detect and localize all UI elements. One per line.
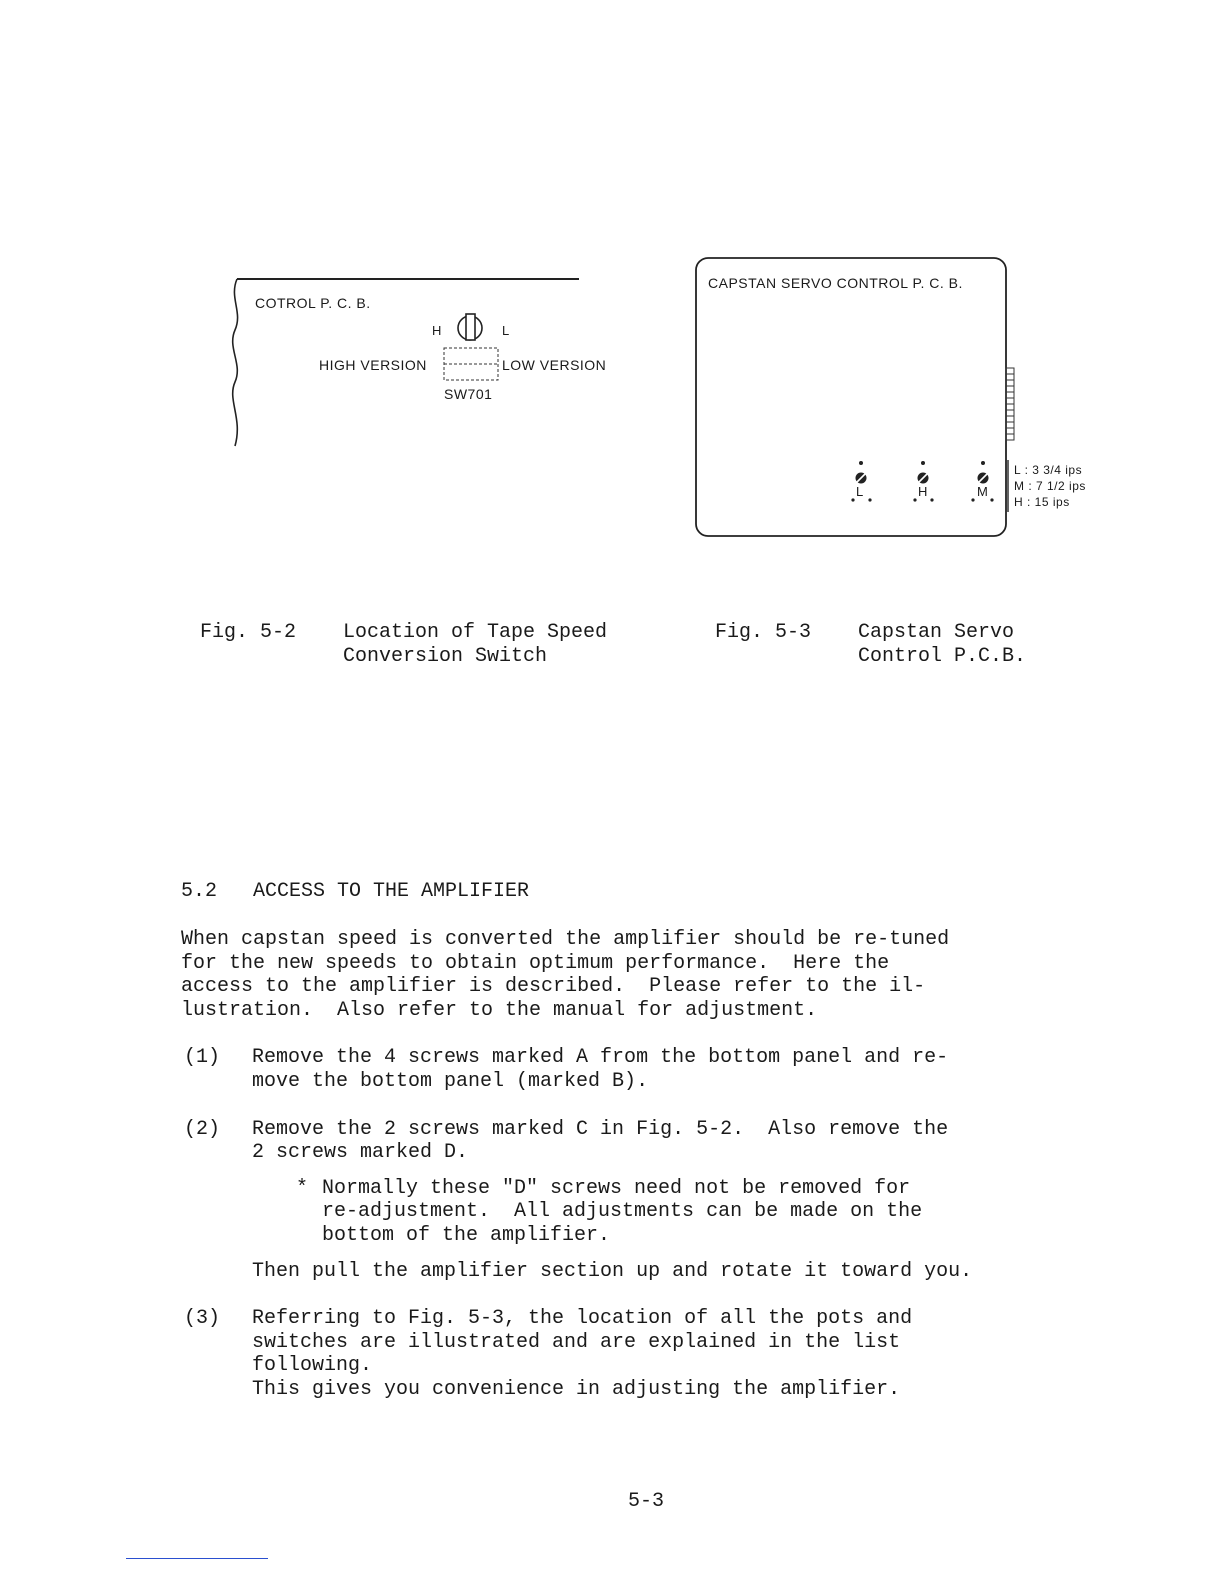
switch-l-mark: L (502, 323, 510, 338)
step-line: 2 screws marked D. (252, 1141, 469, 1164)
fig-5-2-caption-number: Fig. 5-2 (200, 621, 297, 644)
note-line: re-adjustment. All adjustments can be made on the (322, 1200, 923, 1223)
intro-line: When capstan speed is converted the amplifier should be re-tuned (181, 928, 950, 951)
sw701-label: SW701 (444, 386, 493, 402)
speed-legend-h: H : 15 ips (1014, 495, 1070, 509)
figure-5-2-diagram (225, 268, 645, 458)
step-line: switches are illustrated and are explained in the list (252, 1331, 901, 1354)
step-1-number: (1) (184, 1046, 221, 1069)
step-line: Remove the 2 screws marked C in Fig. 5-2. Also remove the (252, 1118, 949, 1141)
intro-line: access to the amplifier is described. Please refer to the il- (181, 975, 926, 998)
pot-l-label: L (856, 484, 864, 499)
capstan-pcb-label: CAPSTAN SERVO CONTROL P. C. B. (708, 275, 963, 291)
fig-5-2-caption-line2: Conversion Switch (343, 645, 548, 668)
note-line: Normally these "D" screws need not be removed for (322, 1177, 911, 1200)
then-line: Then pull the amplifier section up and rotate it toward you. (252, 1260, 973, 1283)
intro-line: for the new speeds to obtain optimum performance. Here the (181, 952, 890, 975)
step-line: Referring to Fig. 5-3, the location of all the pots and (252, 1307, 913, 1330)
high-version-label: HIGH VERSION (319, 357, 427, 373)
note-asterisk: * (296, 1177, 309, 1200)
fig-5-3-caption-number: Fig. 5-3 (715, 621, 812, 644)
section-heading: 5.2 ACCESS TO THE AMPLIFIER (181, 880, 530, 903)
switch-h-mark: H (432, 323, 442, 338)
intro-line: lustration. Also refer to the manual for adjustment. (181, 999, 818, 1022)
footer-rule (126, 1558, 268, 1559)
speed-legend-m: M : 7 1/2 ips (1014, 479, 1086, 493)
step-line: move the bottom panel (marked B). (252, 1070, 649, 1093)
pot-h-label: H (918, 484, 928, 499)
step-2-number: (2) (184, 1118, 221, 1141)
step-line: This gives you convenience in adjusting the amplifier. (252, 1378, 901, 1401)
step-line: following. (252, 1354, 373, 1377)
low-version-label: LOW VERSION (502, 357, 607, 373)
fig-5-3-caption-line1: Capstan Servo (858, 621, 1015, 644)
note-line: bottom of the amplifier. (322, 1224, 611, 1247)
fig-5-2-caption-line1: Location of Tape Speed (343, 621, 608, 644)
pot-m-label: M (977, 484, 989, 499)
figure-5-3-diagram (694, 256, 1114, 546)
step-line: Remove the 4 screws marked A from the bottom panel and re- (252, 1046, 949, 1069)
speed-legend-l: L : 3 3/4 ips (1014, 463, 1083, 477)
fig-5-3-caption-line2: Control P.C.B. (858, 645, 1027, 668)
page-number: 5-3 (628, 1490, 665, 1513)
control-pcb-label: COTROL P. C. B. (255, 295, 371, 311)
step-3-number: (3) (184, 1307, 221, 1330)
